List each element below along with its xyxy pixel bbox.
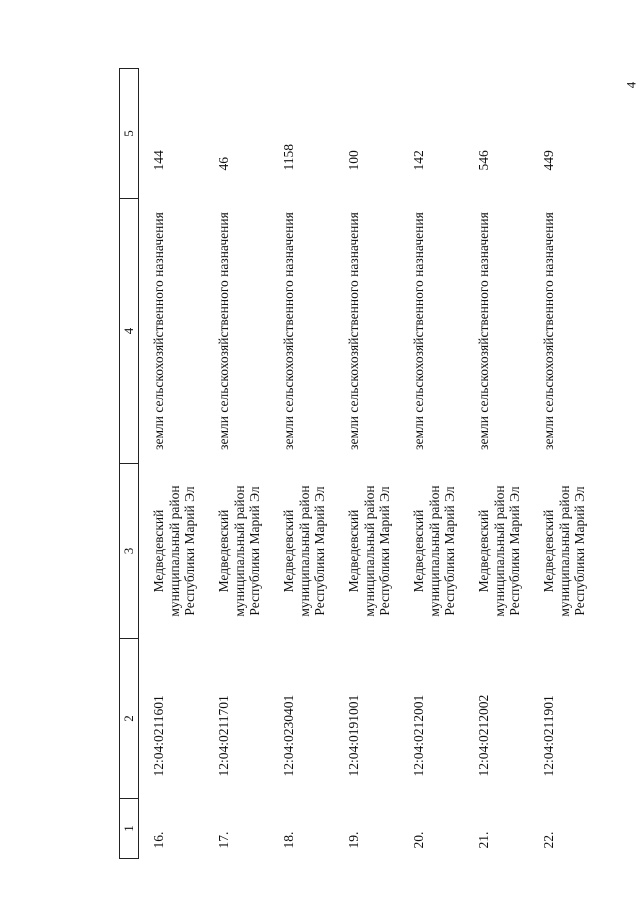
land-category: земли сельскохозяйственного назначения	[216, 212, 231, 450]
cadastral-number: 12:04:0211701	[216, 695, 231, 777]
document-sheet	[12, 89, 639, 849]
table-row	[204, 69, 269, 859]
land-category: земли сельскохозяйственного назначения	[281, 212, 296, 450]
table-row	[334, 69, 399, 859]
cadastral-number: 12:04:0211601	[151, 695, 166, 777]
land-category: земли сельскохозяйственного назначения	[151, 212, 166, 450]
table-row	[139, 69, 205, 859]
location: Медведевский муниципальный район Республики Марий Эл	[151, 485, 198, 617]
header-col-5: 5	[120, 69, 139, 199]
area-value: 1158	[281, 144, 296, 171]
table-header-row	[120, 69, 139, 859]
table-row	[529, 69, 601, 859]
cadastral-number: 12:04:0211901	[541, 695, 556, 777]
row-number: 22.	[541, 831, 556, 849]
location: Медведевский муниципальный район Республики Марий Эл	[216, 485, 263, 617]
rotated-table-wrapper	[119, 69, 624, 859]
land-category: земли сельскохозяйственного назначения	[541, 212, 556, 450]
area-value: 546	[476, 150, 491, 171]
cadastral-number: 12:04:0212001	[411, 694, 426, 777]
row-number: 19.	[346, 831, 361, 849]
location: Медведевский муниципальный район Республики Марий Эл	[541, 485, 588, 617]
cadastral-number: 12:04:0191001	[346, 694, 361, 777]
location: Медведевский муниципальный район Республики Марий Эл	[476, 485, 523, 617]
land-category: земли сельскохозяйственного назначения	[346, 212, 361, 450]
location: Медведевский муниципальный район Республики Марий Эл	[411, 485, 458, 617]
land-category: земли сельскохозяйственного назначения	[476, 212, 491, 450]
location: Медведевский муниципальный район Республики Марий Эл	[346, 485, 393, 617]
row-number: 20.	[411, 831, 426, 849]
area-value: 46	[216, 157, 231, 171]
area-value: 142	[411, 150, 426, 171]
land-category: земли сельскохозяйственного назначения	[411, 212, 426, 450]
cadastral-number: 12:04:0230401	[281, 694, 296, 777]
header-col-1: 1	[120, 799, 139, 859]
location: Медведевский муниципальный район Республики Марий Эл	[281, 485, 328, 617]
table-row	[464, 69, 529, 859]
row-number: 18.	[281, 831, 296, 849]
row-number: 21.	[476, 831, 491, 849]
table-row	[269, 69, 334, 859]
page-number: 4	[622, 81, 638, 89]
header-col-4: 4	[120, 199, 139, 464]
table-row	[399, 69, 464, 859]
row-number: 17.	[216, 831, 231, 849]
row-number: 16.	[151, 831, 166, 849]
header-col-2: 2	[120, 639, 139, 799]
area-value: 144	[151, 150, 166, 171]
area-value: 449	[541, 150, 556, 171]
area-value: 100	[346, 150, 361, 171]
cadastral-number: 12:04:0212002	[476, 694, 491, 777]
header-col-3: 3	[120, 464, 139, 639]
land-plots-table	[119, 68, 601, 859]
